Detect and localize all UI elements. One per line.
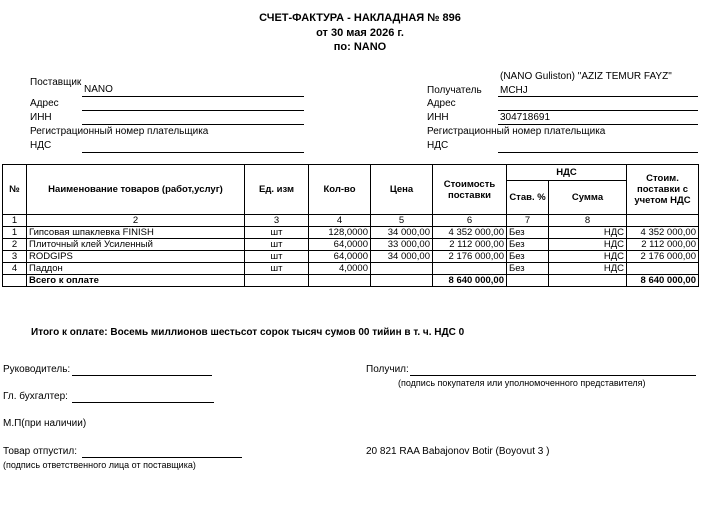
recipient-name-line1: (NANO Guliston) "AZIZ TEMUR FAYZ" (500, 71, 672, 82)
supplier-vat-label: НДС (30, 140, 52, 151)
col-number: 3 (245, 215, 309, 227)
supplier-name-line (82, 96, 304, 97)
col-header-total: Стоим. поставки с учетом НДС (627, 165, 699, 215)
document-date: от 30 мая 2026 г. (316, 27, 404, 39)
total-row (3, 275, 699, 287)
released-label: Товар отпустил: (3, 446, 77, 457)
col-number: 8 (549, 215, 627, 227)
col-number: 5 (371, 215, 433, 227)
recipient-inn-line (498, 124, 698, 125)
total-cost: 8 640 000,00 (433, 275, 507, 287)
col-header-vat-sum: Сумма (549, 181, 627, 215)
accountant-label: Гл. бухгалтер: (3, 391, 68, 402)
invoice-table (2, 164, 699, 287)
supplier-name: NANO (84, 84, 113, 95)
recipient-vat-line (498, 152, 698, 153)
recipient-name-line2: MCHJ (500, 85, 528, 96)
released-sign-line (82, 457, 242, 458)
table-row: 2 Плиточный клей Усиленный шт 64,0000 33 000,00 2 112 000,00 Без НДС 2 112 000,00 (3, 239, 699, 251)
received-sign-line (410, 375, 696, 376)
table-row: 4 Паддон шт 4,0000 Без НДС (3, 263, 699, 275)
col-header-num: № (3, 165, 27, 215)
director-label: Руководитель: (3, 364, 71, 375)
col-number: 1 (3, 215, 27, 227)
total-with-vat: 8 640 000,00 (627, 275, 699, 287)
item-name: Плиточный клей Усиленный (27, 239, 245, 251)
recipient-inn-label: ИНН (427, 112, 449, 123)
col-number: 7 (507, 215, 549, 227)
document-to: по: NANO (333, 41, 387, 53)
received-hint: (подпись покупателя или уполномоченного представителя) (398, 378, 646, 388)
table-row: 1 Гипсовая шпаклевка FINISH шт 128,0000 34 000,00 4 352 000,00 Без НДС 4 352 000,00 (3, 227, 699, 239)
recipient-vat-label: НДС (427, 140, 449, 151)
col-header-cost: Стоимость поставки (433, 165, 507, 215)
recipient-reg-label: Регистрационный номер плательщика (427, 126, 606, 137)
payment-summary: Итого к оплате: Восемь миллионов шестьсот сорок тысяч сумов 00 тийин в т. ч. НДС 0 (31, 327, 465, 338)
recipient-address-label: Адрес (427, 98, 456, 109)
col-number: 6 (433, 215, 507, 227)
table-row: 3 RODGIPS шт 64,0000 34 000,00 2 176 000,00 Без НДС 2 176 000,00 (3, 251, 699, 263)
item-name: RODGIPS (27, 251, 245, 263)
item-name: Паддон (27, 263, 245, 275)
col-number: 2 (27, 215, 245, 227)
supplier-reg-label: Регистрационный номер плательщика (30, 126, 209, 137)
total-label: Всего к оплате (27, 275, 245, 287)
supplier-label: Поставщик (30, 77, 82, 88)
col-header-name: Наименование товаров (работ,услуг) (27, 165, 245, 215)
recipient-name-line (498, 96, 698, 97)
col-number: 4 (309, 215, 371, 227)
col-header-unit: Ед. изм (245, 165, 309, 215)
supplier-address-label: Адрес (30, 98, 59, 109)
col-header-vat: НДС (507, 165, 627, 181)
stamp-label: М.П(при наличии) (3, 418, 87, 429)
recipient-label: Получатель (427, 85, 482, 96)
released-hint: (подпись ответственного лица от поставщика) (3, 460, 196, 470)
col-header-qty: Кол-во (309, 165, 371, 215)
received-label: Получил: (366, 364, 409, 375)
accountant-sign-line (72, 402, 214, 403)
supplier-inn-line (82, 124, 304, 125)
recipient-inn: 304718691 (500, 112, 551, 123)
supplier-vat-line (82, 152, 304, 153)
item-name: Гипсовая шпаклевка FINISH (27, 227, 245, 239)
supplier-address-line (82, 110, 304, 111)
col-header-vat-rate: Став. % (507, 181, 549, 215)
director-sign-line (72, 375, 212, 376)
recipient-address-line (498, 110, 698, 111)
supplier-inn-label: ИНН (30, 112, 52, 123)
vehicle-info: 20 821 RAA Babajonov Botir (Boyovut 3 ) (366, 446, 550, 457)
col-header-price: Цена (371, 165, 433, 215)
document-title: СЧЕТ-ФАКТУРА - НАКЛАДНАЯ № 896 (259, 12, 461, 24)
